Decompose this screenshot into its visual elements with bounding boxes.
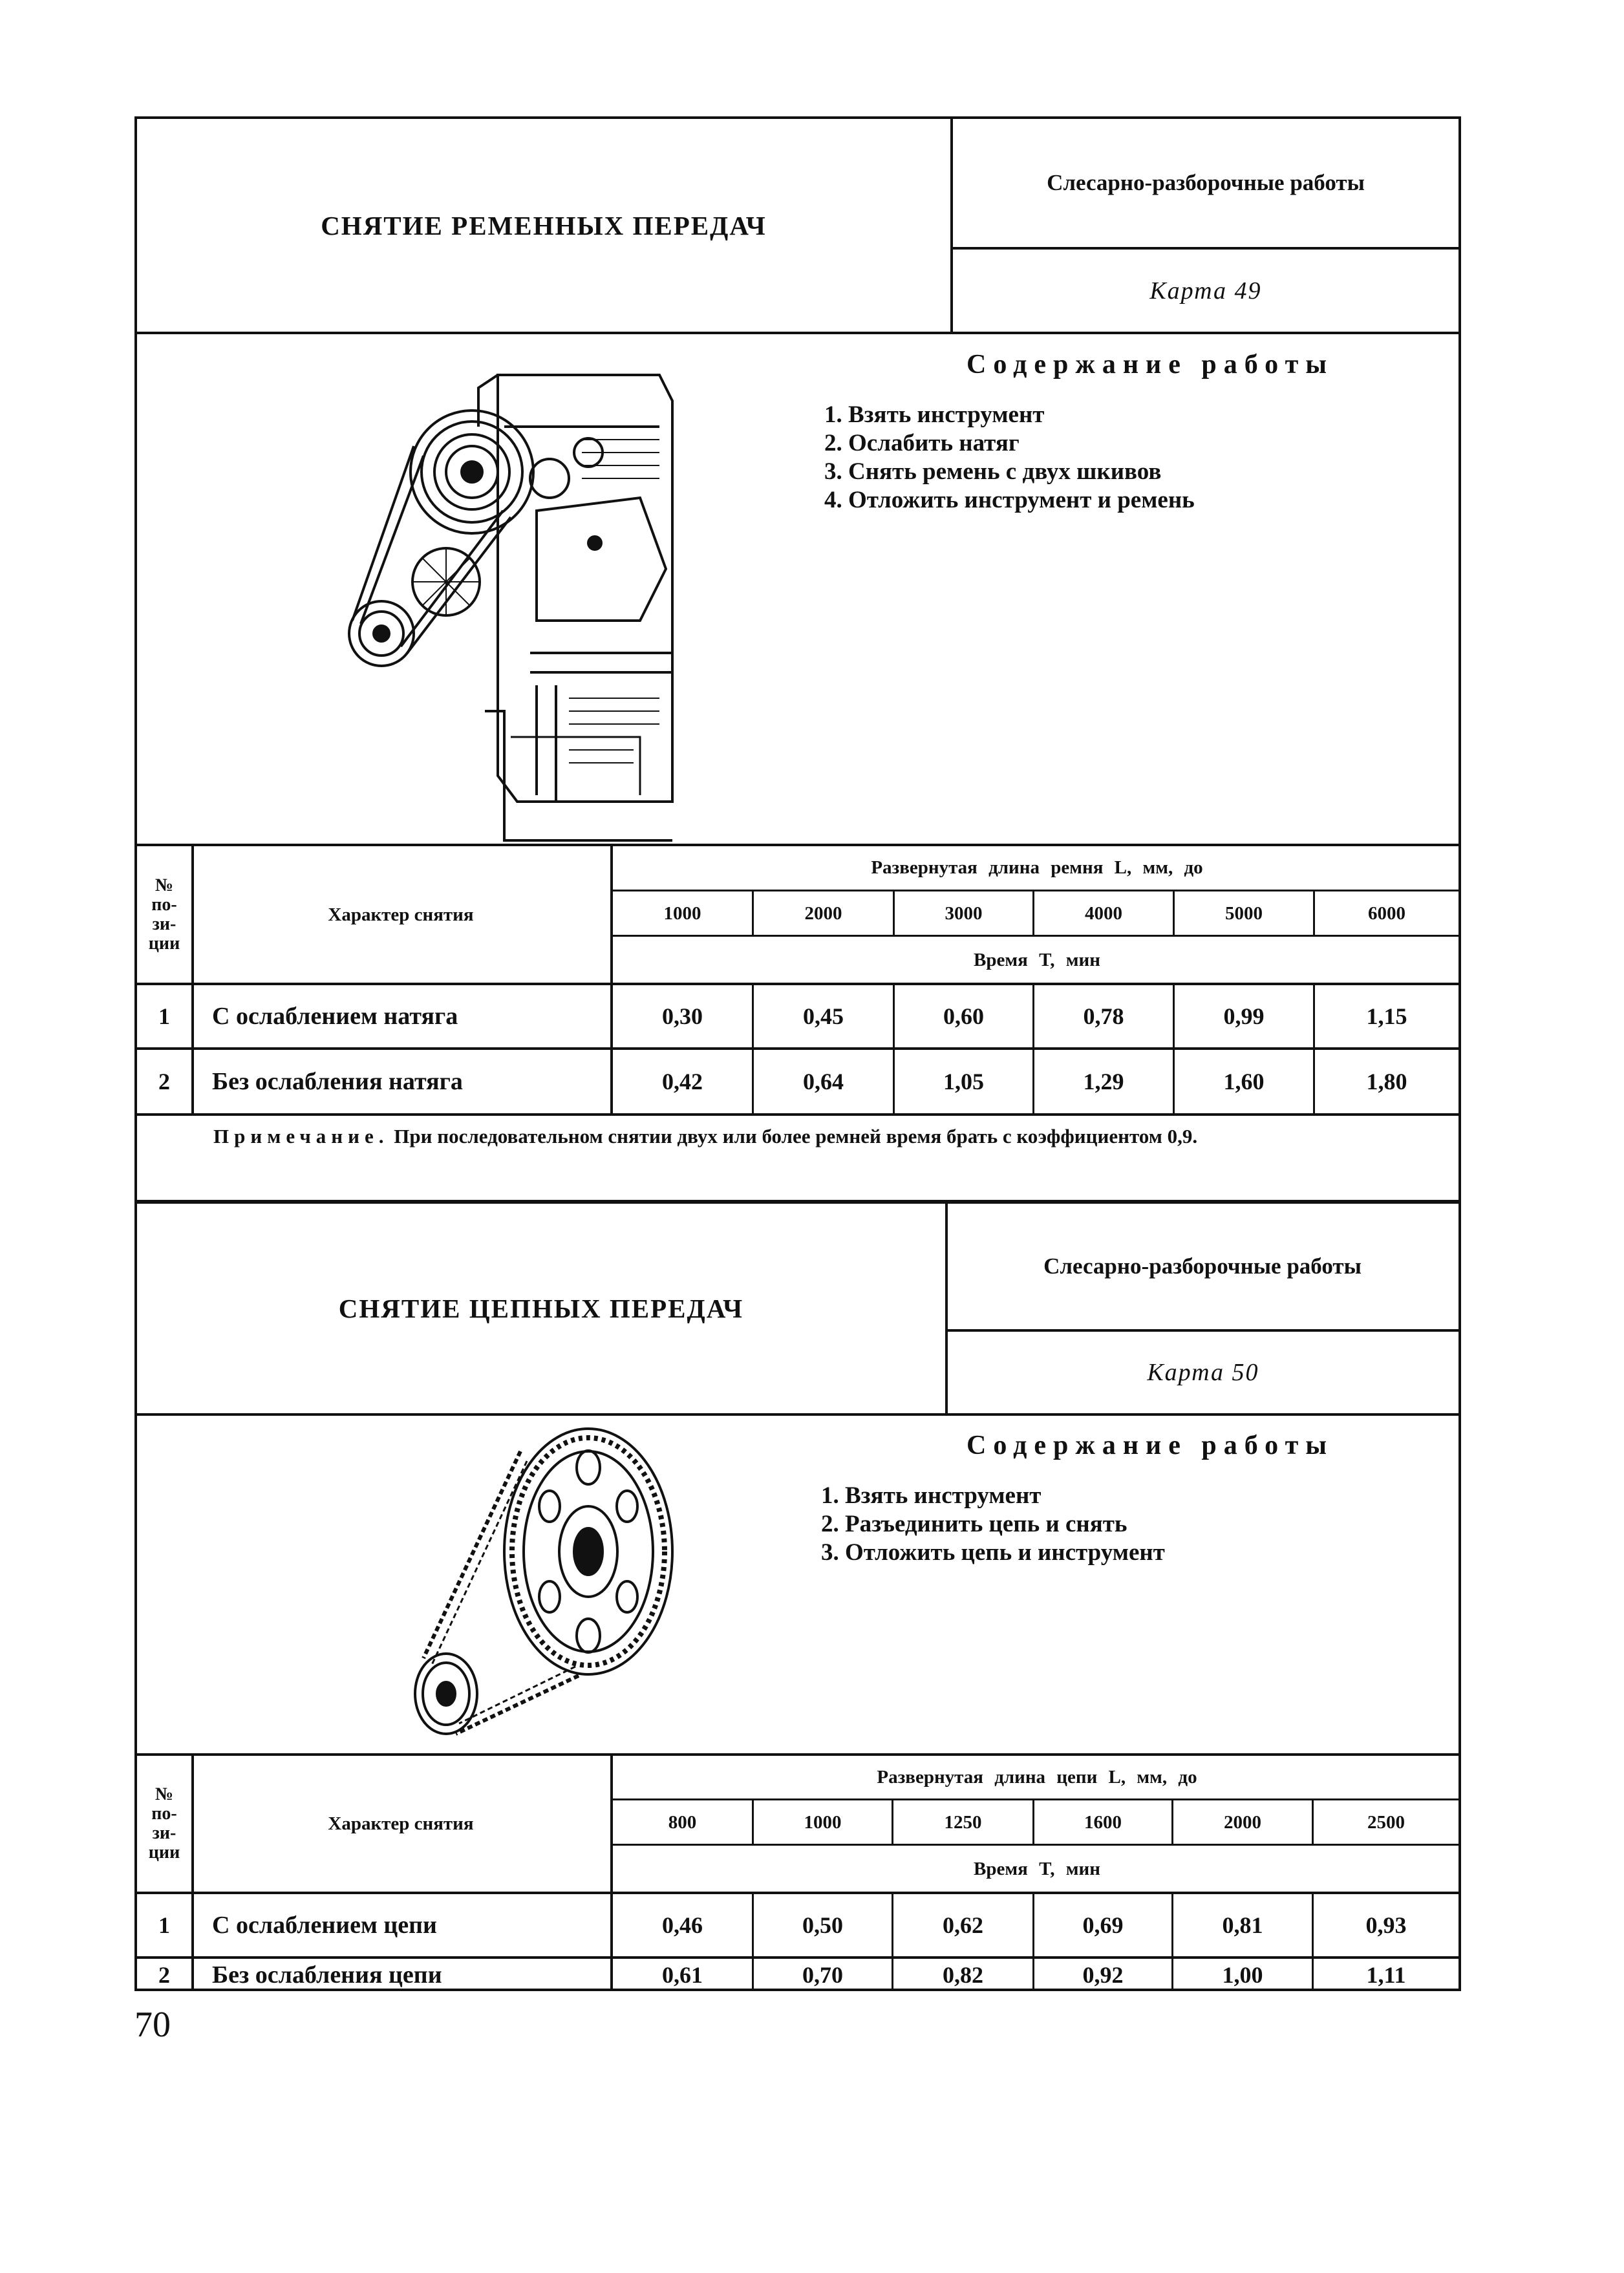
table-49-pos-header: № по- зи- ции <box>148 875 180 954</box>
table-row-label: С ослаблением цепи <box>212 1912 437 1939</box>
table-50-col-3: 1250 <box>944 1811 982 1833</box>
table-50-col-5: 2000 <box>1224 1811 1261 1833</box>
table-row-label: Без ослабления натяга <box>212 1068 463 1095</box>
step-1: 1. Взять инструмент <box>821 1482 1042 1509</box>
note-text: При последовательном снятии двух или более ремней время брать с коэффициентом 0,9. <box>394 1125 1198 1147</box>
table-cell: 0,99 <box>1223 1003 1265 1029</box>
table-cell: 0,61 <box>662 1962 703 1988</box>
table-50-col-2: 1000 <box>804 1811 842 1833</box>
card-49-label: Карта 49 <box>1149 277 1262 304</box>
step-2: 2. Ослабить натяг <box>824 430 1020 456</box>
table-cell: 0,92 <box>1082 1962 1124 1988</box>
table-50-col-6: 2500 <box>1367 1811 1405 1833</box>
table-49-col-5: 5000 <box>1225 902 1263 924</box>
card-50-category: Слесарно-разборочные работы <box>1043 1254 1362 1279</box>
card-50-content-heading: Содержание работы <box>967 1431 1334 1460</box>
table-row-label: Без ослабления цепи <box>212 1961 442 1989</box>
step-3: 3. Отложить цепь и инструмент <box>821 1539 1165 1566</box>
table-row-label: С ослаблением натяга <box>212 1003 458 1030</box>
table-cell: 1,00 <box>1222 1962 1263 1988</box>
table-cell: 1,05 <box>943 1069 984 1094</box>
table-49-col-4: 4000 <box>1085 902 1122 924</box>
table-49-col-6: 6000 <box>1368 902 1405 924</box>
card-49-note <box>213 1125 1455 1157</box>
table-cell: 0,50 <box>802 1912 843 1938</box>
chain-drive-illustration <box>394 1422 692 1758</box>
table-cell: 0,69 <box>1082 1912 1124 1938</box>
table-50-param-header: Развернутая длина цепи L, мм, до <box>877 1766 1197 1787</box>
table-49-param-header: Развернутая длина ремня L, мм, до <box>871 857 1203 878</box>
table-cell: 0,64 <box>803 1069 844 1094</box>
card-49-category: Слесарно-разборочные работы <box>1047 170 1365 195</box>
belt-drive-illustration <box>336 349 698 847</box>
table-50-col-1: 800 <box>668 1811 697 1833</box>
table-cell: 0,81 <box>1222 1912 1263 1938</box>
step-3: 3. Снять ремень с двух шкивов <box>824 458 1162 485</box>
table-cell: 0,78 <box>1083 1003 1124 1029</box>
table-cell: 1,15 <box>1366 1003 1407 1029</box>
card-49-steps <box>824 401 1406 515</box>
table-cell: 1,80 <box>1366 1069 1407 1094</box>
table-50-char-header: Характер снятия <box>328 1813 474 1834</box>
table-49-char-header: Характер снятия <box>328 904 474 925</box>
table-cell: 1,11 <box>1366 1962 1406 1988</box>
table-row-pos: 1 <box>158 1912 170 1938</box>
table-cell: 0,30 <box>662 1003 703 1029</box>
step-2: 2. Разъединить цепь и снять <box>821 1511 1127 1537</box>
table-49-col-2: 2000 <box>804 902 842 924</box>
note-label: Примечание. <box>213 1125 389 1147</box>
table-cell: 0,82 <box>943 1962 983 1988</box>
card-49-title: СНЯТИЕ РЕМЕННЫХ ПЕРЕДАЧ <box>321 210 767 240</box>
page-number: 70 <box>134 2005 171 2045</box>
table-cell: 0,62 <box>943 1912 983 1938</box>
table-49-time-header: Время T, мин <box>974 949 1100 970</box>
table-row-pos: 2 <box>158 1069 170 1094</box>
card-50-label: Карта 50 <box>1147 1359 1259 1386</box>
card-49-content-heading: Содержание работы <box>967 350 1334 379</box>
table-row-pos: 1 <box>158 1003 170 1029</box>
table-cell: 0,46 <box>662 1912 703 1938</box>
table-50-time-header: Время T, мин <box>974 1858 1100 1879</box>
table-cell: 0,42 <box>662 1069 703 1094</box>
table-49-col-3: 3000 <box>945 902 983 924</box>
step-1: 1. Взять инструмент <box>824 401 1045 428</box>
table-row-pos: 2 <box>158 1962 170 1988</box>
table-50-col-4: 1600 <box>1084 1811 1122 1833</box>
card-50-steps <box>821 1482 1403 1567</box>
table-cell: 1,29 <box>1083 1069 1124 1094</box>
table-cell: 1,60 <box>1223 1069 1265 1094</box>
table-cell: 0,60 <box>943 1003 984 1029</box>
table-50-pos-header: № по- зи- ции <box>148 1784 180 1862</box>
table-49-col-1: 1000 <box>663 902 701 924</box>
step-4: 4. Отложить инструмент и ремень <box>824 487 1195 513</box>
card-50-title: СНЯТИЕ ЦЕПНЫХ ПЕРЕДАЧ <box>338 1294 744 1323</box>
table-cell: 0,70 <box>802 1962 843 1988</box>
table-cell: 0,45 <box>803 1003 844 1029</box>
table-cell: 0,93 <box>1365 1912 1407 1938</box>
